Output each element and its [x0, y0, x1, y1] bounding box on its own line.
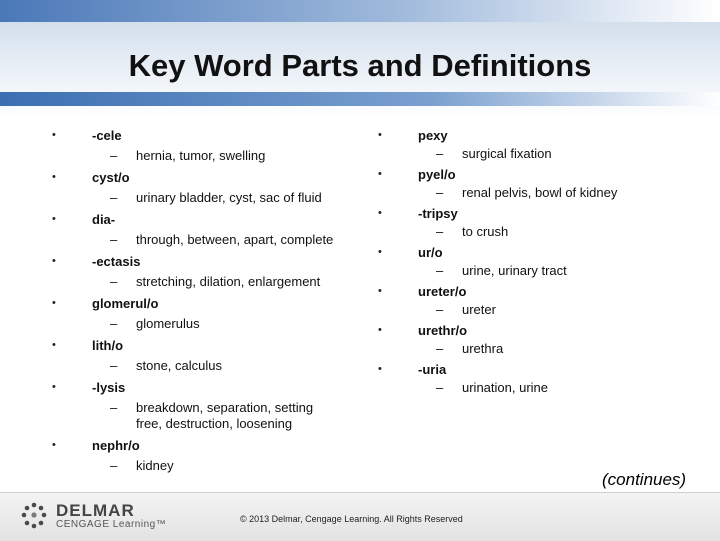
bullet: • [378, 207, 382, 219]
bullet: • [378, 129, 382, 141]
definition [418, 185, 678, 201]
definition-text: urination, urine [462, 380, 548, 395]
title-underline-bar [0, 92, 720, 106]
term: cyst/o [92, 170, 130, 185]
term: pyel/o [418, 167, 456, 182]
list-item [52, 212, 352, 248]
definition-text: stretching, dilation, enlargement [136, 274, 321, 289]
logo-subtitle [56, 519, 166, 530]
right-term-list [378, 128, 678, 401]
definition [418, 263, 678, 279]
bullet: • [378, 168, 382, 180]
list-item [52, 170, 352, 206]
list-item [378, 167, 678, 201]
dash: – [110, 400, 118, 415]
bullet: • [378, 324, 382, 336]
definition-text: kidney [136, 458, 174, 473]
term: -lysis [92, 380, 126, 395]
definition-text: to crush [462, 224, 509, 239]
term: -cele [92, 128, 122, 143]
definition-text: urinary bladder, cyst, sac of fluid [136, 190, 322, 205]
definition-text: through, between, apart, complete [136, 232, 334, 247]
bullet: • [378, 363, 382, 375]
dash: – [436, 263, 444, 278]
delmar-cengage-logo [20, 500, 170, 534]
dash: – [110, 458, 118, 473]
definition [92, 190, 352, 206]
dash: – [436, 146, 444, 161]
slide-title: Key Word Parts and Definitions [128, 48, 592, 83]
definition-text: surgical fixation [462, 146, 552, 161]
term: urethr/o [418, 323, 468, 338]
list-item [52, 438, 352, 474]
definition-text: urethra [462, 341, 504, 356]
definition [418, 302, 678, 318]
cengage-dots-icon [20, 502, 48, 530]
definition-text: urine, urinary tract [462, 263, 567, 278]
dash: – [436, 341, 444, 356]
term: -tripsy [418, 206, 458, 221]
list-item [52, 380, 352, 432]
list-item [378, 362, 678, 396]
definition-text: hernia, tumor, swelling [136, 148, 266, 163]
dash: – [436, 185, 444, 200]
list-item [52, 338, 352, 374]
term: ureter/o [418, 284, 467, 299]
term: ur/o [418, 245, 443, 260]
definition [92, 274, 352, 290]
bullet: • [52, 439, 56, 451]
bullet: • [52, 381, 56, 393]
dash: – [110, 274, 118, 289]
definition [418, 224, 678, 240]
definition [92, 232, 352, 248]
copyright-notice: © 2013 Delmar, Cengage Learning. All Rights Reserved [240, 514, 463, 524]
list-item [378, 323, 678, 357]
bullet: • [52, 297, 56, 309]
definition-text: breakdown, separation, setting free, destruction, loosening [136, 400, 314, 431]
bullet: • [52, 339, 56, 351]
logo-trademark: ™ [155, 519, 167, 530]
dash: – [110, 148, 118, 163]
dash: – [436, 302, 444, 317]
term: dia- [92, 212, 116, 227]
definition-text: glomerulus [136, 316, 200, 331]
definition [418, 341, 678, 357]
term: nephr/o [92, 438, 140, 453]
dash: – [436, 224, 444, 239]
list-item [378, 206, 678, 240]
definition [92, 358, 352, 374]
definition-text: renal pelvis, bowl of kidney [462, 185, 618, 200]
dash: – [110, 316, 118, 331]
definition-text: ureter [462, 302, 496, 317]
bullet: • [52, 129, 56, 141]
term: pexy [418, 128, 448, 143]
list-item [378, 284, 678, 318]
dash: – [110, 358, 118, 373]
definition [92, 316, 352, 332]
definition [418, 380, 678, 396]
dash: – [436, 380, 444, 395]
bullet: • [52, 213, 56, 225]
list-item [52, 254, 352, 290]
dash: – [110, 232, 118, 247]
term: glomerul/o [92, 296, 159, 311]
definition-text: stone, calculus [136, 358, 222, 373]
bullet: • [378, 285, 382, 297]
header-stripe [0, 0, 720, 22]
left-term-list [52, 128, 352, 480]
term: -ectasis [92, 254, 141, 269]
bullet: • [52, 255, 56, 267]
list-item [52, 128, 352, 164]
term: -uria [418, 362, 447, 377]
continues-note: (continues) [602, 470, 687, 489]
bullet: • [378, 246, 382, 258]
definition [418, 146, 678, 162]
definition [92, 458, 352, 474]
definition [92, 400, 336, 432]
list-item [52, 296, 352, 332]
definition [92, 148, 352, 164]
list-item [378, 245, 678, 279]
list-item [378, 128, 678, 162]
logo-name: DELMAR [56, 501, 135, 520]
dash: – [110, 190, 118, 205]
term: lith/o [92, 338, 124, 353]
logo-subtitle-text: CENGAGE Learning [56, 519, 156, 530]
bullet: • [52, 171, 56, 183]
